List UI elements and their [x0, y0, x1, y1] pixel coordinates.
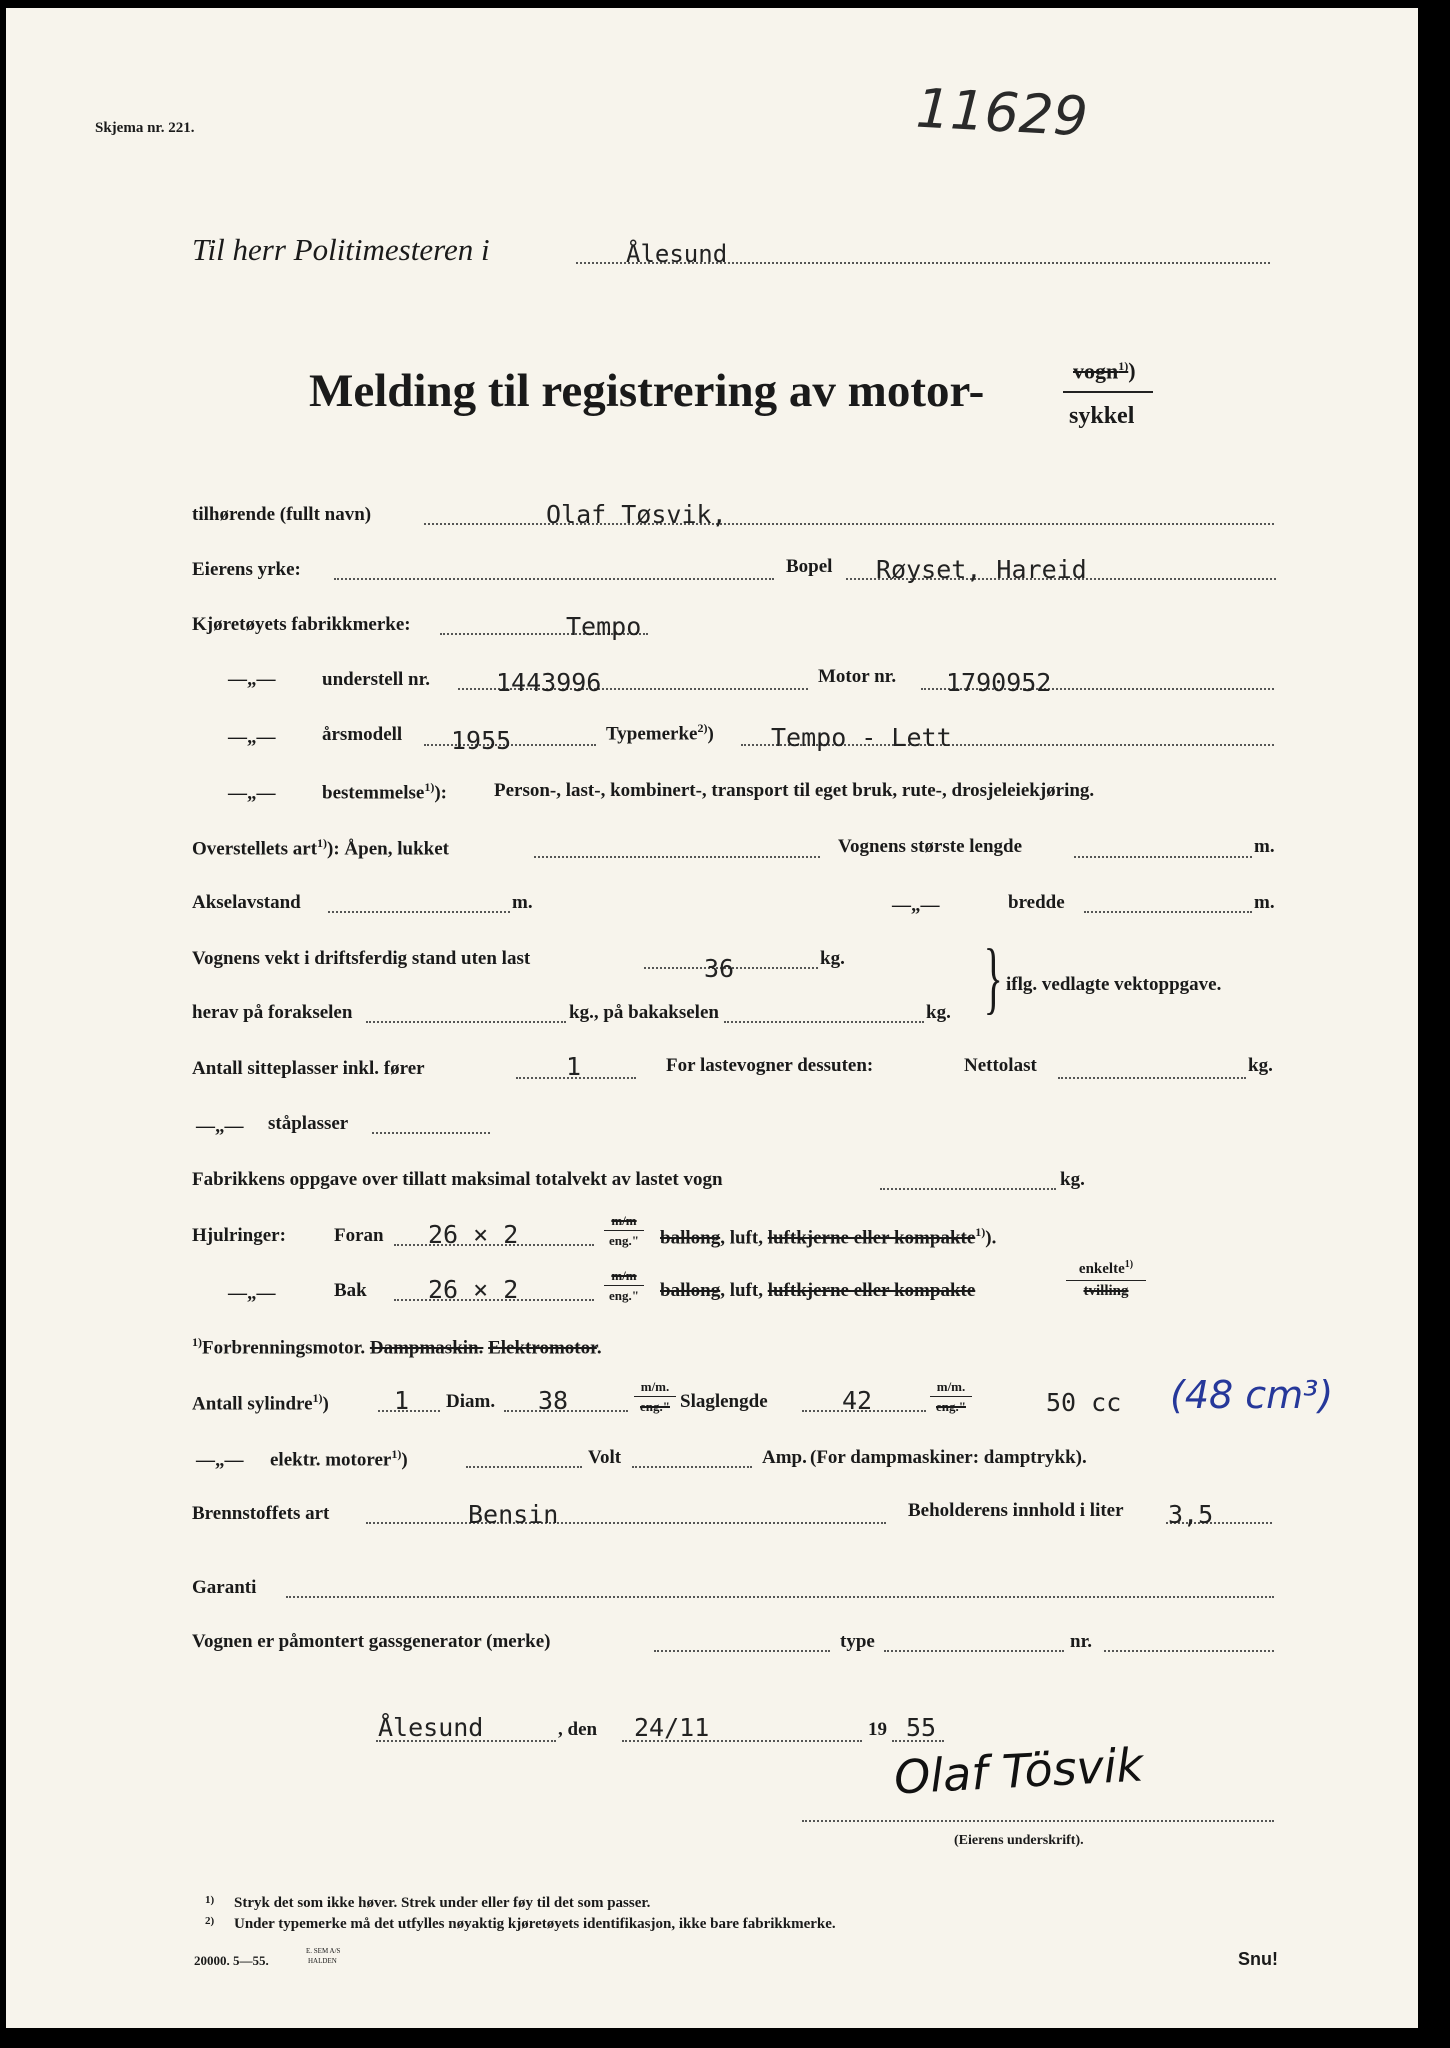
truck-label: For lastevogner dessuten:: [666, 1055, 874, 1076]
make-label: Kjøretøyets fabrikkmerke:: [192, 614, 411, 635]
length-unit: m.: [1254, 836, 1275, 857]
tank-label: Beholderens innhold i liter: [908, 1500, 1124, 1521]
purpose-label: bestemmelse$^{1)}$):: [322, 780, 448, 804]
tires-front-types: ballong, luft, luftkjerne eller kompakte$^{1)}$).: [660, 1225, 997, 1249]
front-axle-label: herav på forakselen: [192, 1002, 353, 1023]
tires-rear-value: 26 × 2: [428, 1275, 519, 1304]
addressee-value: Ålesund: [626, 240, 728, 268]
body-type-dots: [534, 856, 820, 858]
tires-rear-types: ballong, luft, luftkjerne eller kompakte: [660, 1280, 976, 1301]
width-dots: [1084, 911, 1252, 913]
rear-axle-unit: kg.: [926, 1002, 951, 1023]
wheelbase-dots: [328, 911, 510, 913]
cylinders-label: Antall sylindre$^{1)}$): [192, 1391, 329, 1415]
owner-name-value: Olaf Tøsvik,: [546, 500, 727, 529]
title-fraction-line: [1063, 391, 1153, 393]
year-prefix: 19: [868, 1719, 887, 1740]
printer-name-line2: HALDEN: [308, 1957, 337, 1965]
tires-rear-unit-fraction: m/m eng.": [604, 1269, 644, 1302]
gas-generator-dots: [654, 1650, 830, 1652]
tires-front-value: 26 × 2: [428, 1220, 519, 1249]
signature-date: 24/11: [634, 1713, 710, 1742]
engine-no-value: 1790952: [946, 668, 1052, 697]
elec-motors-label: elektr. motorer$^{1)}$): [270, 1447, 408, 1471]
width-label: bredde: [1008, 892, 1065, 913]
weight-value: 36: [704, 954, 735, 983]
elec-motors-dots: [466, 1466, 582, 1468]
weight-label: Vognens vekt i driftsferdig stand uten last: [192, 948, 531, 969]
standing-label: ståplasser: [268, 1113, 349, 1134]
registration-form-sheet: [6, 8, 1418, 2028]
max-weight-unit: kg.: [1060, 1169, 1085, 1190]
handwritten-file-number: 11629: [914, 76, 1090, 149]
residence-label: Bopel: [786, 556, 833, 577]
signature-place: Ålesund: [378, 1713, 484, 1742]
width-unit: m.: [1254, 892, 1275, 913]
residence-value: Røyset, Hareid: [876, 555, 1087, 584]
gas-type-dots: [884, 1650, 1064, 1652]
length-dots: [1074, 856, 1252, 858]
title-sykkel: sykkel: [1069, 403, 1135, 429]
volt-dots: [632, 1466, 752, 1468]
amp-label: Amp.: [762, 1447, 807, 1468]
standing-dots: [372, 1132, 490, 1134]
footnote-2-text: Under typemerke må det utfylles nøyaktig kjøretøyets identifikasjon, ikke bare fabrikkmerke.: [234, 1916, 836, 1932]
engine-type-line: $^{1)}$Forbrenningsmotor. Dampmaskin. Elektromotor.: [192, 1335, 602, 1359]
engine-no-label: Motor nr.: [818, 666, 897, 687]
ditto-elec: —„—: [196, 1450, 244, 1471]
steam-pressure-note: (For dampmaskiner: damptrykk).: [810, 1447, 1087, 1468]
signature-year: 55: [906, 1713, 937, 1742]
net-load-unit: kg.: [1248, 1055, 1273, 1076]
seats-value: 1: [566, 1052, 582, 1081]
guarantee-label: Garanti: [192, 1577, 257, 1598]
tires-front-label: Foran: [334, 1225, 384, 1246]
max-weight-dots: [880, 1188, 1056, 1190]
type-value: Tempo - Lett: [771, 723, 952, 752]
model-year-label: årsmodell: [322, 724, 403, 745]
form-number: Skjema nr. 221.: [95, 120, 195, 136]
length-label: Vognens største lengde: [838, 836, 1023, 857]
title-vogn-struck: vogn$^{1)}$): [1073, 358, 1136, 384]
displacement-value: 50 cc: [1046, 1388, 1122, 1417]
tires-front-unit-fraction: m/m eng.": [604, 1214, 644, 1247]
purpose-options: Person-, last-, kombinert-, transport til eget bruk, rute-, drosjeleiekjøring.: [494, 780, 1095, 801]
ditto-chassis: —„—: [228, 669, 276, 690]
weight-brace: }: [983, 934, 1003, 1022]
seats-label: Antall sitteplasser inkl. fører: [192, 1058, 425, 1079]
addressee-label: Til herr Politimesteren i: [192, 232, 490, 267]
gas-generator-label: Vognen er påmontert gassgenerator (merke): [192, 1631, 551, 1652]
occupation-label: Eierens yrke:: [192, 559, 301, 580]
body-type-label: Overstellets art$^{1)}$): Åpen, lukket: [192, 836, 449, 860]
fuel-label: Brennstoffets art: [192, 1503, 330, 1524]
tires-rear-single-twin: enkelte$^{1)}$ tvilling: [1066, 1260, 1146, 1299]
max-weight-label: Fabrikkens oppgave over tillatt maksimal totalvekt av lastet vogn: [192, 1169, 723, 1190]
rear-axle-dots: [724, 1021, 924, 1023]
gas-nr-dots: [1104, 1650, 1274, 1652]
type-label: Typemerke$^{2)}$): [606, 721, 714, 745]
ditto-tires-rear: —„—: [228, 1283, 276, 1304]
fuel-dots: [366, 1522, 886, 1524]
tires-label: Hjulringer:: [192, 1225, 286, 1246]
net-load-dots: [1058, 1077, 1246, 1079]
front-axle-dots: [366, 1021, 566, 1023]
wheelbase-unit: m.: [512, 892, 533, 913]
gas-type-label: type: [840, 1631, 875, 1652]
stroke-unit-fraction: m/m. eng.": [930, 1380, 972, 1413]
model-year-value: 1955: [451, 726, 512, 755]
make-value: Tempo: [566, 612, 642, 641]
diam-unit-fraction: m/m. eng.": [634, 1380, 676, 1413]
weight-note: iflg. vedlagte vektoppgave.: [1006, 974, 1222, 995]
wheelbase-label: Akselavstand: [192, 892, 301, 913]
stroke-label: Slaglengde: [680, 1391, 768, 1412]
net-load-label: Nettolast: [964, 1055, 1037, 1076]
signature-caption: (Eierens underskrift).: [954, 1833, 1084, 1848]
ditto-purpose: —„—: [228, 783, 276, 804]
volt-label: Volt: [588, 1447, 622, 1468]
rear-axle-label: kg., på bakakselen: [569, 1002, 719, 1023]
printer-name-line1: E. SEM A/S: [306, 1947, 341, 1955]
form-title: Melding til registrering av motor-: [309, 365, 985, 417]
diam-value: 38: [538, 1386, 569, 1415]
print-run: 20000. 5—55.: [194, 1953, 269, 1968]
guarantee-dots: [286, 1596, 1274, 1598]
gas-nr-label: nr.: [1070, 1631, 1093, 1652]
ditto-standing: —„—: [196, 1116, 244, 1137]
tires-rear-label: Bak: [334, 1280, 367, 1301]
tank-value: 3,5: [1168, 1500, 1214, 1529]
ditto-year: —„—: [228, 727, 276, 748]
displacement-handwritten-note: (48 cm³): [1170, 1373, 1334, 1417]
chassis-label: understell nr.: [322, 669, 431, 690]
footnote-2-mark: 2): [205, 1915, 215, 1927]
cylinders-value: 1: [394, 1386, 410, 1415]
ditto-width: —„—: [892, 895, 940, 916]
fuel-value: Bensin: [468, 1500, 559, 1529]
footnote-1-text: Stryk det som ikke høver. Strek under eller føy til det som passer.: [234, 1895, 651, 1911]
owner-signature: Olaf Tösvik: [892, 1737, 1145, 1805]
chassis-value: 1443996: [496, 668, 602, 697]
stroke-value: 42: [842, 1386, 873, 1415]
date-den-label: , den: [558, 1719, 598, 1740]
turn-over-note: Snu!: [1238, 1949, 1278, 1969]
owner-name-label: tilhørende (fullt navn): [192, 504, 372, 525]
weight-unit: kg.: [820, 948, 845, 969]
occupation-dots: [334, 578, 774, 580]
diam-label: Diam.: [446, 1391, 496, 1412]
footnote-1-mark: 1): [205, 1894, 215, 1906]
signature-dots: [802, 1820, 1274, 1822]
